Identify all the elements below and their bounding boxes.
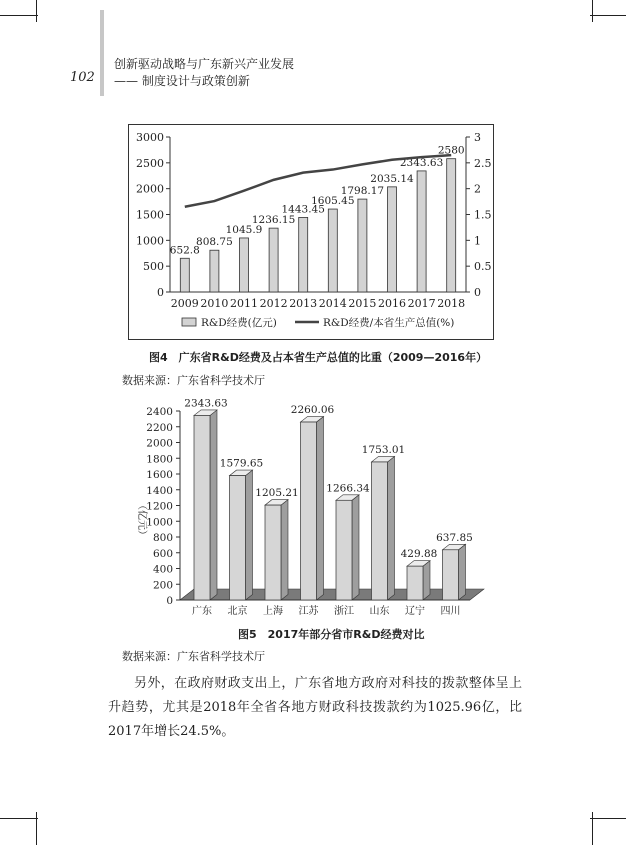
bar-top xyxy=(230,470,253,476)
bar-value-label: 1798.17 xyxy=(340,185,385,198)
crop-mark-bl-v xyxy=(36,812,37,845)
x-tick-label: 2010 xyxy=(200,297,229,310)
running-title: 创新驱动战略与广东新兴产业发展 xyxy=(114,57,295,71)
bar-value-label: 1443.45 xyxy=(281,203,325,216)
bar-side xyxy=(246,470,253,600)
x-tick-label: 2014 xyxy=(318,297,347,310)
crop-mark-br-v xyxy=(592,812,593,845)
bar-top xyxy=(265,500,288,506)
crop-mark-br-h xyxy=(590,818,626,819)
bar-value-label: 2035.14 xyxy=(370,172,414,185)
bar-top xyxy=(336,495,359,501)
y2-tick-label: 2.5 xyxy=(474,156,492,170)
y-tick-label: 2200 xyxy=(146,421,173,434)
bar-value-label: 429.88 xyxy=(400,548,438,561)
bar-top xyxy=(443,544,466,550)
bar-side xyxy=(459,544,466,600)
bar-top xyxy=(194,410,217,416)
bar-top xyxy=(301,417,324,423)
bar-top xyxy=(407,561,430,567)
legend-line-label: R&D经费/本省生产总值(%) xyxy=(323,317,455,329)
bar-value-label: 1236.15 xyxy=(251,214,296,227)
y-tick-label: 2400 xyxy=(146,406,173,418)
y2-tick-label: 0.5 xyxy=(474,260,492,274)
x-tick-label: 2017 xyxy=(407,297,436,310)
x-tick-label: 北京 xyxy=(227,606,248,617)
y-tick-label: 600 xyxy=(152,547,173,560)
bar-value-label: 1045.9 xyxy=(225,223,263,236)
bar-side xyxy=(388,456,395,600)
bar xyxy=(336,500,352,600)
bar-value-label: 1205.21 xyxy=(255,487,299,500)
y-axis-unit-label: （亿元） xyxy=(136,500,147,540)
y-tick-label: 1800 xyxy=(146,453,173,466)
bar xyxy=(407,566,423,600)
y-tick-label: 800 xyxy=(152,532,173,544)
bar-value-label: 1266.34 xyxy=(326,482,370,495)
bar-value-label: 1753.01 xyxy=(361,443,406,456)
y2-tick-label: 3 xyxy=(474,131,481,144)
bar-value-label: 808.75 xyxy=(196,236,233,249)
bar-value-label: 1579.65 xyxy=(219,457,264,470)
figure5-source: 数据来源：广东省科学技术厅 xyxy=(122,650,265,663)
bar xyxy=(443,550,459,600)
crop-mark-tr-h xyxy=(590,15,626,16)
y2-tick-label: 0 xyxy=(474,286,481,299)
header-bar xyxy=(100,10,104,96)
figure4-source: 数据来源：广东省科学技术厅 xyxy=(122,374,265,387)
bar xyxy=(230,476,246,600)
y-tick-label: 1600 xyxy=(146,469,173,481)
body-paragraph: 另外，在政府财政支出上，广东省地方政府对科技的拨款整体呈上升趋势，尤其是2018年全省各地方财政科技拨款约为1025.96亿，比2017年增长24.5%。 xyxy=(108,676,522,739)
bar-value-label: 2343.63 xyxy=(399,156,444,169)
y-tick-label: 0 xyxy=(166,595,173,607)
x-tick-label: 2018 xyxy=(437,297,466,310)
x-tick-label: 广东 xyxy=(192,606,212,617)
y-tick-label: 1000 xyxy=(146,516,173,529)
crop-mark-tr-v xyxy=(592,0,593,22)
bar xyxy=(265,505,281,600)
crop-mark-bl-h xyxy=(0,818,38,819)
y-tick-label: 3000 xyxy=(136,131,164,144)
bar-value-label: 652.8 xyxy=(169,244,200,257)
bar-value-label: 2343.63 xyxy=(184,397,228,410)
bar-side xyxy=(210,410,217,600)
y2-tick-label: 1.5 xyxy=(474,208,492,222)
bar xyxy=(194,415,210,600)
figure4-frame xyxy=(128,124,494,340)
x-tick-label: 四川 xyxy=(440,606,461,617)
y-tick-label: 400 xyxy=(152,563,173,576)
x-tick-label: 2009 xyxy=(170,297,199,310)
figure4-caption: 图4 广东省R&D经费及占本省生产总值的比重（2009—2016年） xyxy=(149,351,488,364)
y2-tick-label: 2 xyxy=(474,182,481,196)
crop-mark-tl-v xyxy=(36,0,37,22)
y-tick-label: 0 xyxy=(157,286,164,299)
x-tick-label: 浙江 xyxy=(334,606,354,617)
y-tick-label: 2000 xyxy=(146,437,173,450)
bar-side xyxy=(317,417,324,600)
bar-top xyxy=(372,456,395,462)
bar-value-label: 2260.06 xyxy=(290,404,335,417)
bar xyxy=(301,422,317,600)
crop-mark-tl-h xyxy=(0,15,38,16)
y-tick-label: 2000 xyxy=(136,182,164,196)
floor xyxy=(180,589,484,600)
bar-value-label: 637.85 xyxy=(436,531,473,544)
page-number: 102 xyxy=(70,70,95,85)
y-tick-label: 1400 xyxy=(146,484,173,497)
x-tick-label: 山东 xyxy=(369,606,390,617)
bar-side xyxy=(423,561,430,600)
bar-side xyxy=(281,500,288,600)
legend-bar-label: R&D经费(亿元) xyxy=(201,317,277,329)
x-tick-label: 2016 xyxy=(378,297,406,310)
x-tick-label: 江苏 xyxy=(298,606,319,617)
figure5-caption: 图5 2017年部分省市R&D经费对比 xyxy=(238,628,425,641)
y-tick-label: 500 xyxy=(143,260,164,274)
running-subtitle: —— 制度设计与政策创新 xyxy=(114,74,250,88)
y-tick-label: 1500 xyxy=(136,208,164,222)
bar-value-label: 2580 xyxy=(437,144,465,157)
bar-side xyxy=(352,495,359,600)
y-tick-label: 1200 xyxy=(146,500,173,513)
x-tick-label: 上海 xyxy=(263,606,283,617)
y-tick-label: 200 xyxy=(152,579,173,592)
x-tick-label: 2011 xyxy=(230,297,258,310)
x-tick-label: 2012 xyxy=(259,297,288,310)
y-tick-label: 2500 xyxy=(136,156,164,170)
x-tick-label: 2013 xyxy=(289,297,318,310)
y-tick-label: 1000 xyxy=(136,234,164,248)
bar-value-label: 1605.45 xyxy=(311,195,355,208)
x-tick-label: 辽宁 xyxy=(405,606,425,617)
x-tick-label: 2015 xyxy=(348,297,377,310)
bar xyxy=(372,462,388,600)
y2-tick-label: 1 xyxy=(474,234,481,248)
